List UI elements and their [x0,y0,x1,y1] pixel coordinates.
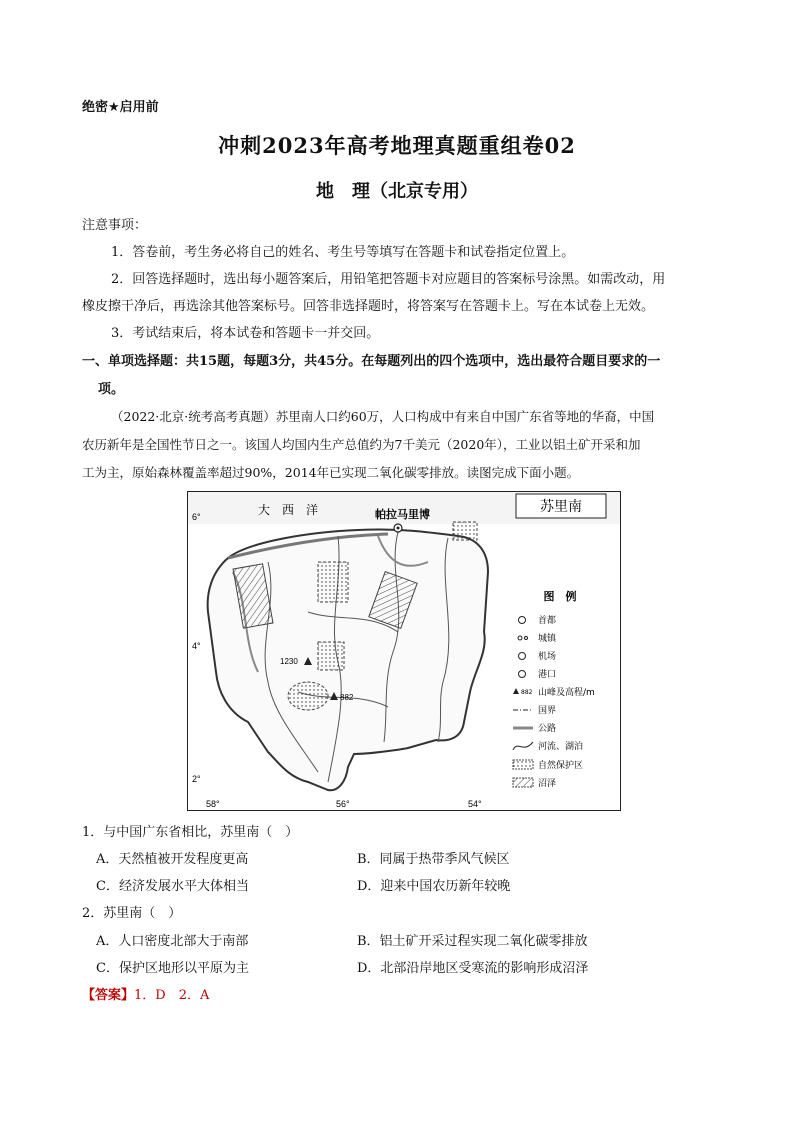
legend-title: 图 例 [543,590,577,603]
legend-swamp-icon [513,778,533,787]
question-2-option-c: C．保护区地形以平原为主 [96,961,249,976]
intro-line-1: （2022·北京·统考高考真题）苏里南人口约60万，人口构成中有来自中国广东省等地的华裔，中国 [111,409,655,424]
question-1-option-c: C．经济发展水平大体相当 [96,879,249,894]
answer-line [82,986,209,1006]
notice-heading: 注意事项： [82,218,148,233]
legend-peak-icon [513,688,519,694]
intro-line-2: 农历新年是全国性节日之一。该国人均国内生产总值约为7千美元（2020年），工业以铝土矿开采和加 [82,437,641,452]
legend-reserve-icon [513,760,533,769]
answer-label: 【答案】 [82,988,135,1003]
legend-capital-icon [519,617,526,624]
legend-port-icon [519,671,526,678]
intro-line-3: 工为主，原始森林覆盖率超过90%，2014年已实现二氧化碳零排放。读图完成下面小题。 [82,465,580,480]
legend-swamp: 沼泽 [538,779,557,789]
question-1-option-d: D．迎来中国农历新年较晚 [357,879,511,894]
notice-item-1: 1．答卷前，考生务必将自己的姓名、考生号等填写在答题卡和试卷指定位置上。 [111,245,575,260]
nature-reserve [318,562,348,602]
map-title: 苏里南 [540,499,582,515]
legend-river: 河流、湖泊 [538,742,584,752]
confidential-label: 绝密★启用前 [82,100,159,115]
ocean-label: 大 西 洋 [258,503,319,517]
section-heading: 一、单项选择题：共15题，每题3分，共45分。在每题列出的四个选项中，选出最符合题目要求的一 [82,354,661,369]
legend-peak-number: 882 [521,689,533,696]
lon-label-56: 56° [336,799,350,809]
legend-river-icon [513,742,533,750]
question-1-option-b: B．同属于热带季风气候区 [357,852,510,867]
notice-item-3: 3．考试结束后，将本试卷和答题卡一并交回。 [111,326,380,341]
question-1-option-a: A．天然植被开发程度更高 [96,852,249,867]
page-title: 冲刺2023年高考地理真题重组卷02 [218,133,576,158]
page-subtitle: 地 理（北京专用） [316,181,478,202]
legend-road: 公路 [538,724,557,734]
question-2-option-a: A．人口密度北部大于南部 [96,934,249,949]
legend-town: 城镇 [538,634,557,644]
suriname-map [187,491,621,811]
capital-label: 帕拉马里博 [375,508,430,521]
nature-reserve [318,642,344,670]
legend-town-icon [525,637,528,640]
legend-reserve: 自然保护区 [538,761,584,771]
legend-airport-icon [519,653,526,660]
answer-text: 1．D 2．A [134,988,210,1003]
notice-item-2: 2．回答选择题时，选出每小题答案后，用铅笔把答题卡对应题目的答案标号涂黑。如需改动，用 [111,272,666,287]
lat-label-4: 4° [192,641,201,651]
peak-elevation-1: 1230 [280,657,298,666]
legend-airport: 机场 [538,652,557,662]
nature-reserve [288,682,328,710]
lon-label-54: 54° [468,799,482,809]
question-2-option-d: D．北部沿岸地区受寒流的影响形成沼泽 [357,961,589,976]
section-heading-cont: 项。 [98,382,125,397]
notice-item-2-cont: 橡皮擦干净后，再选涂其他答案标号。回答非选择题时，将答案写在答题卡上。写在本试卷上无效。 [82,299,655,314]
question-2-option-b: B．铝土矿开采过程实现二氧化碳零排放 [357,934,588,949]
legend-town-icon [518,636,522,640]
legend-border: 国界 [538,706,557,716]
legend-peak: 山峰及高程/m [538,688,595,698]
lon-label-58: 58° [206,799,220,809]
swamp [453,522,477,540]
legend-port: 港口 [538,670,557,680]
legend-capital: 首都 [538,616,557,626]
peak-elevation-2: 882 [340,693,354,702]
question-1-stem: 1．与中国广东省相比，苏里南（ ） [82,825,299,840]
capital-marker-dot [397,527,400,530]
lat-label-6: 6° [192,512,201,522]
question-2-stem: 2．苏里南（ ） [82,906,182,921]
lat-label-2: 2° [192,774,201,784]
map-svg [188,492,620,810]
